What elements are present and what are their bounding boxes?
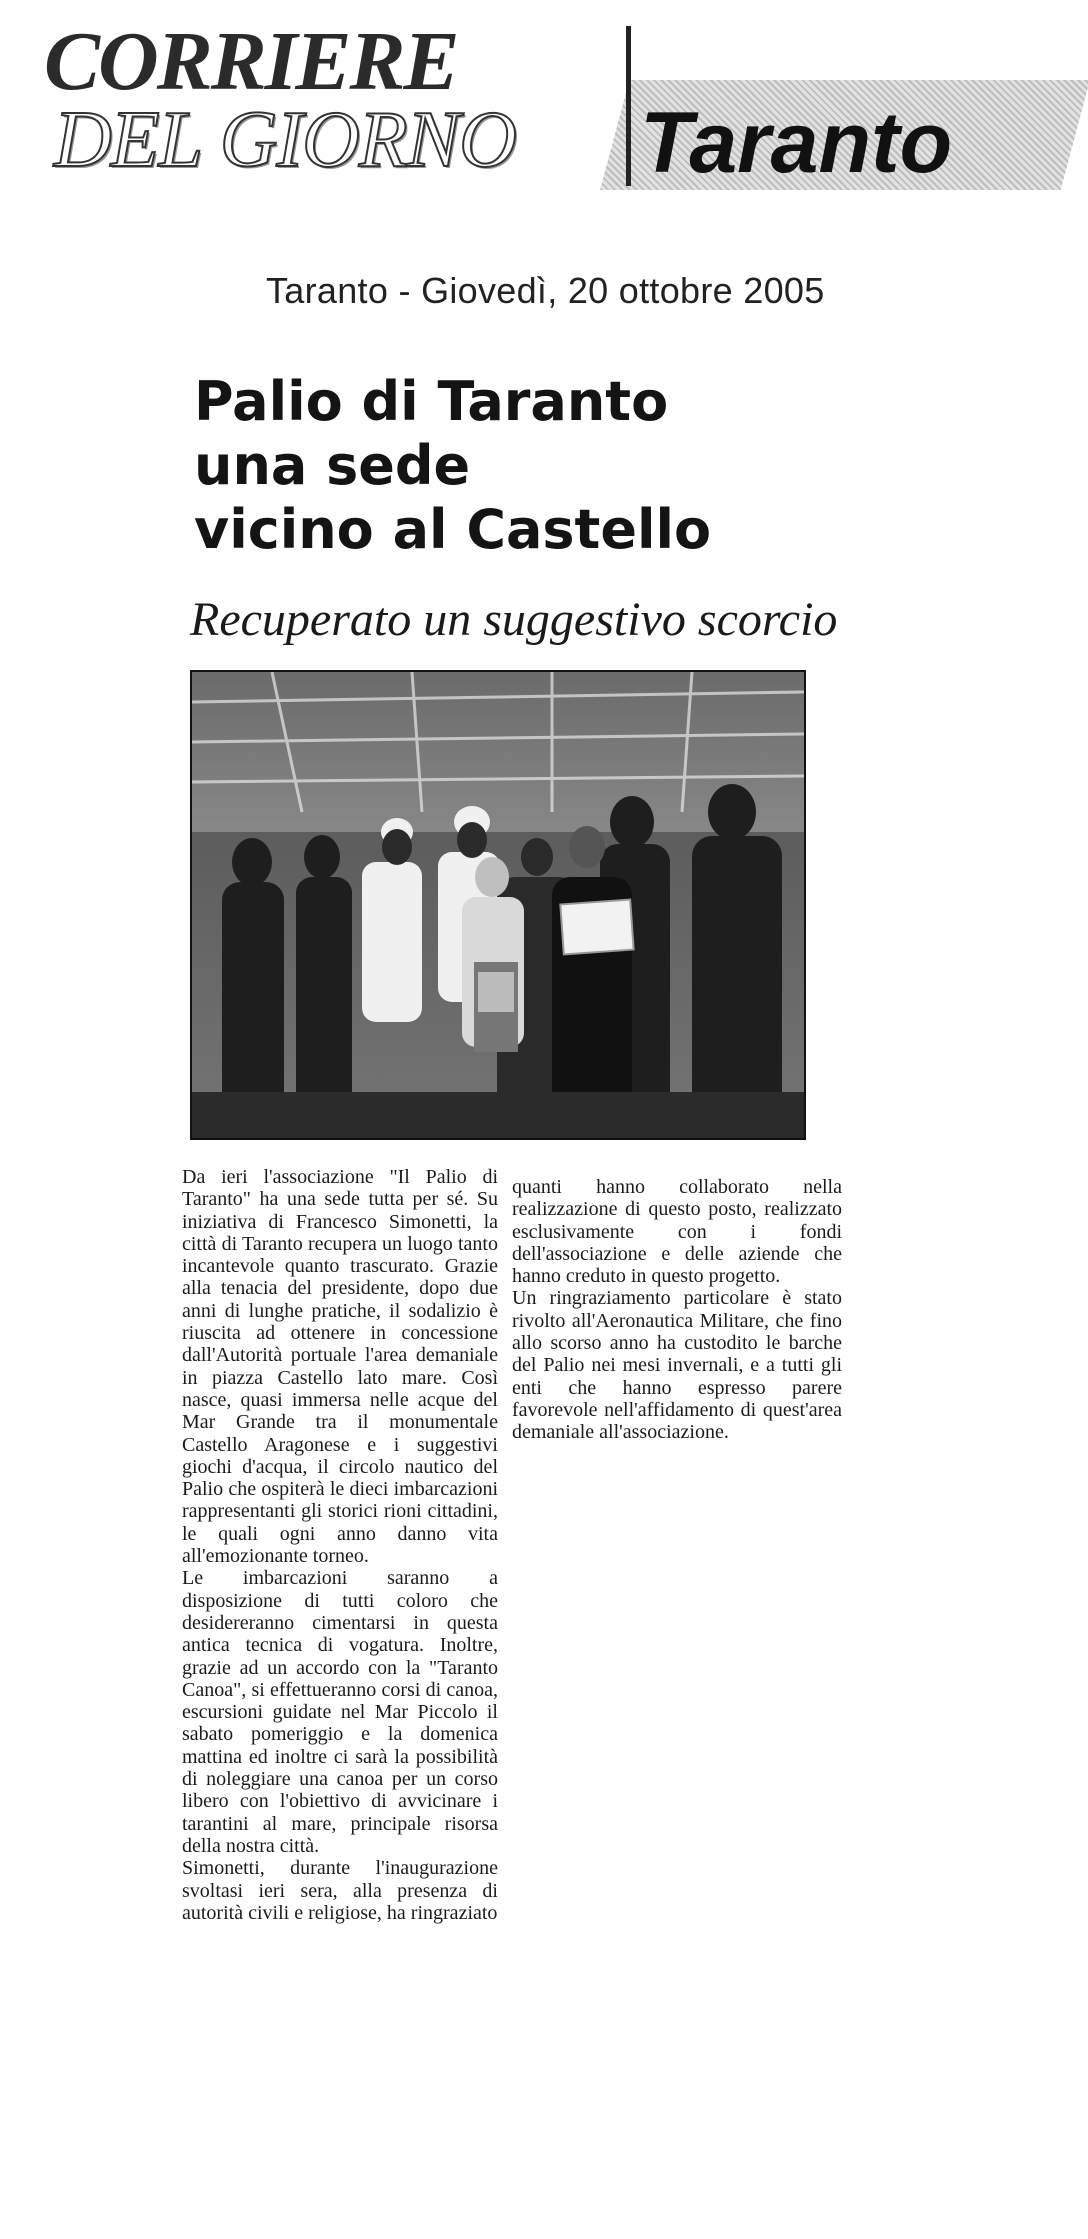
- masthead-title-line2: DEL GIORNO: [54, 96, 516, 184]
- masthead-divider: [626, 26, 631, 186]
- article-column-right: [512, 1176, 842, 1444]
- dateline: Taranto - Giovedì, 20 ottobre 2005: [266, 270, 825, 311]
- headline: [194, 370, 894, 562]
- article-paragraph: Da ieri l'associazione "Il Palio di Taranto" ha una sede tutta per sé. Su iniziativa di Francesco Simonetti, la città di Taranto recupera un luogo tanto incantevole quanto trascurato. Grazie alla tenacia del presidente, dopo due anni di lunghe pratiche, il sodalizio è riuscita ad ottenere in concessione dall'Autorità portuale l'area demaniale in piazza Castello lato mare. Così nasce, quasi immersa nelle acque del Mar Grande tra il monumentale Castello Aragonese e i suggestivi giochi d'acqua, il circolo nautico del Palio che ospiterà le dieci imbarcazioni rappresentanti gli storici rioni cittadini, le quali ogni anno danno vita all'emozionante torneo.: [182, 1166, 498, 1568]
- headline-line: una sede: [194, 434, 471, 497]
- article-paragraph: Simonetti, durante l'inaugurazione svoltasi ieri sera, alla presenza di autorità civili e religiose, ha ringraziato: [182, 1857, 498, 1924]
- subheadline: Recuperato un suggestivo scorcio: [190, 593, 838, 646]
- article-paragraph: quanti hanno collaborato nella realizzazione di questo posto, realizzato esclusivamente con i fondi dell'associazione e delle aziende che hanno creduto in questo progetto.: [512, 1176, 842, 1288]
- masthead-title-line1: CORRIERE: [44, 15, 458, 108]
- article-photo: [190, 670, 806, 1140]
- headline-line: Palio di Taranto: [194, 370, 669, 433]
- photo-illustration: [192, 672, 804, 1138]
- headline-line: vicino al Castello: [194, 498, 712, 561]
- masthead: [40, 15, 1060, 191]
- article-column-left: [182, 1166, 498, 1924]
- masthead-edition: Taranto: [640, 95, 953, 191]
- article-paragraph: Le imbarcazioni saranno a disposizione di tutti coloro che desidereranno cimentarsi in questa antica tecnica di vogatura. Inoltre, grazie ad un accordo con la "Taranto Canoa", si effettueranno corsi di canoa, escursioni guidate nel Mar Piccolo il sabato pomeriggio e la domenica mattina ed inoltre ci sarà la possibilità di noleggiare una canoa per un corso libero con l'obiettivo di avvicinare i tarantini al mare, principale risorsa della nostra città.: [182, 1567, 498, 1857]
- article-paragraph: Un ringraziamento particolare è stato rivolto all'Aeronautica Militare, che fino allo scorso anno ha custodito le barche del Palio nei mesi invernali, e a tutti gli enti che hanno espresso parere favorevole nell'affidamento di quest'area demaniale all'associazione.: [512, 1287, 842, 1444]
